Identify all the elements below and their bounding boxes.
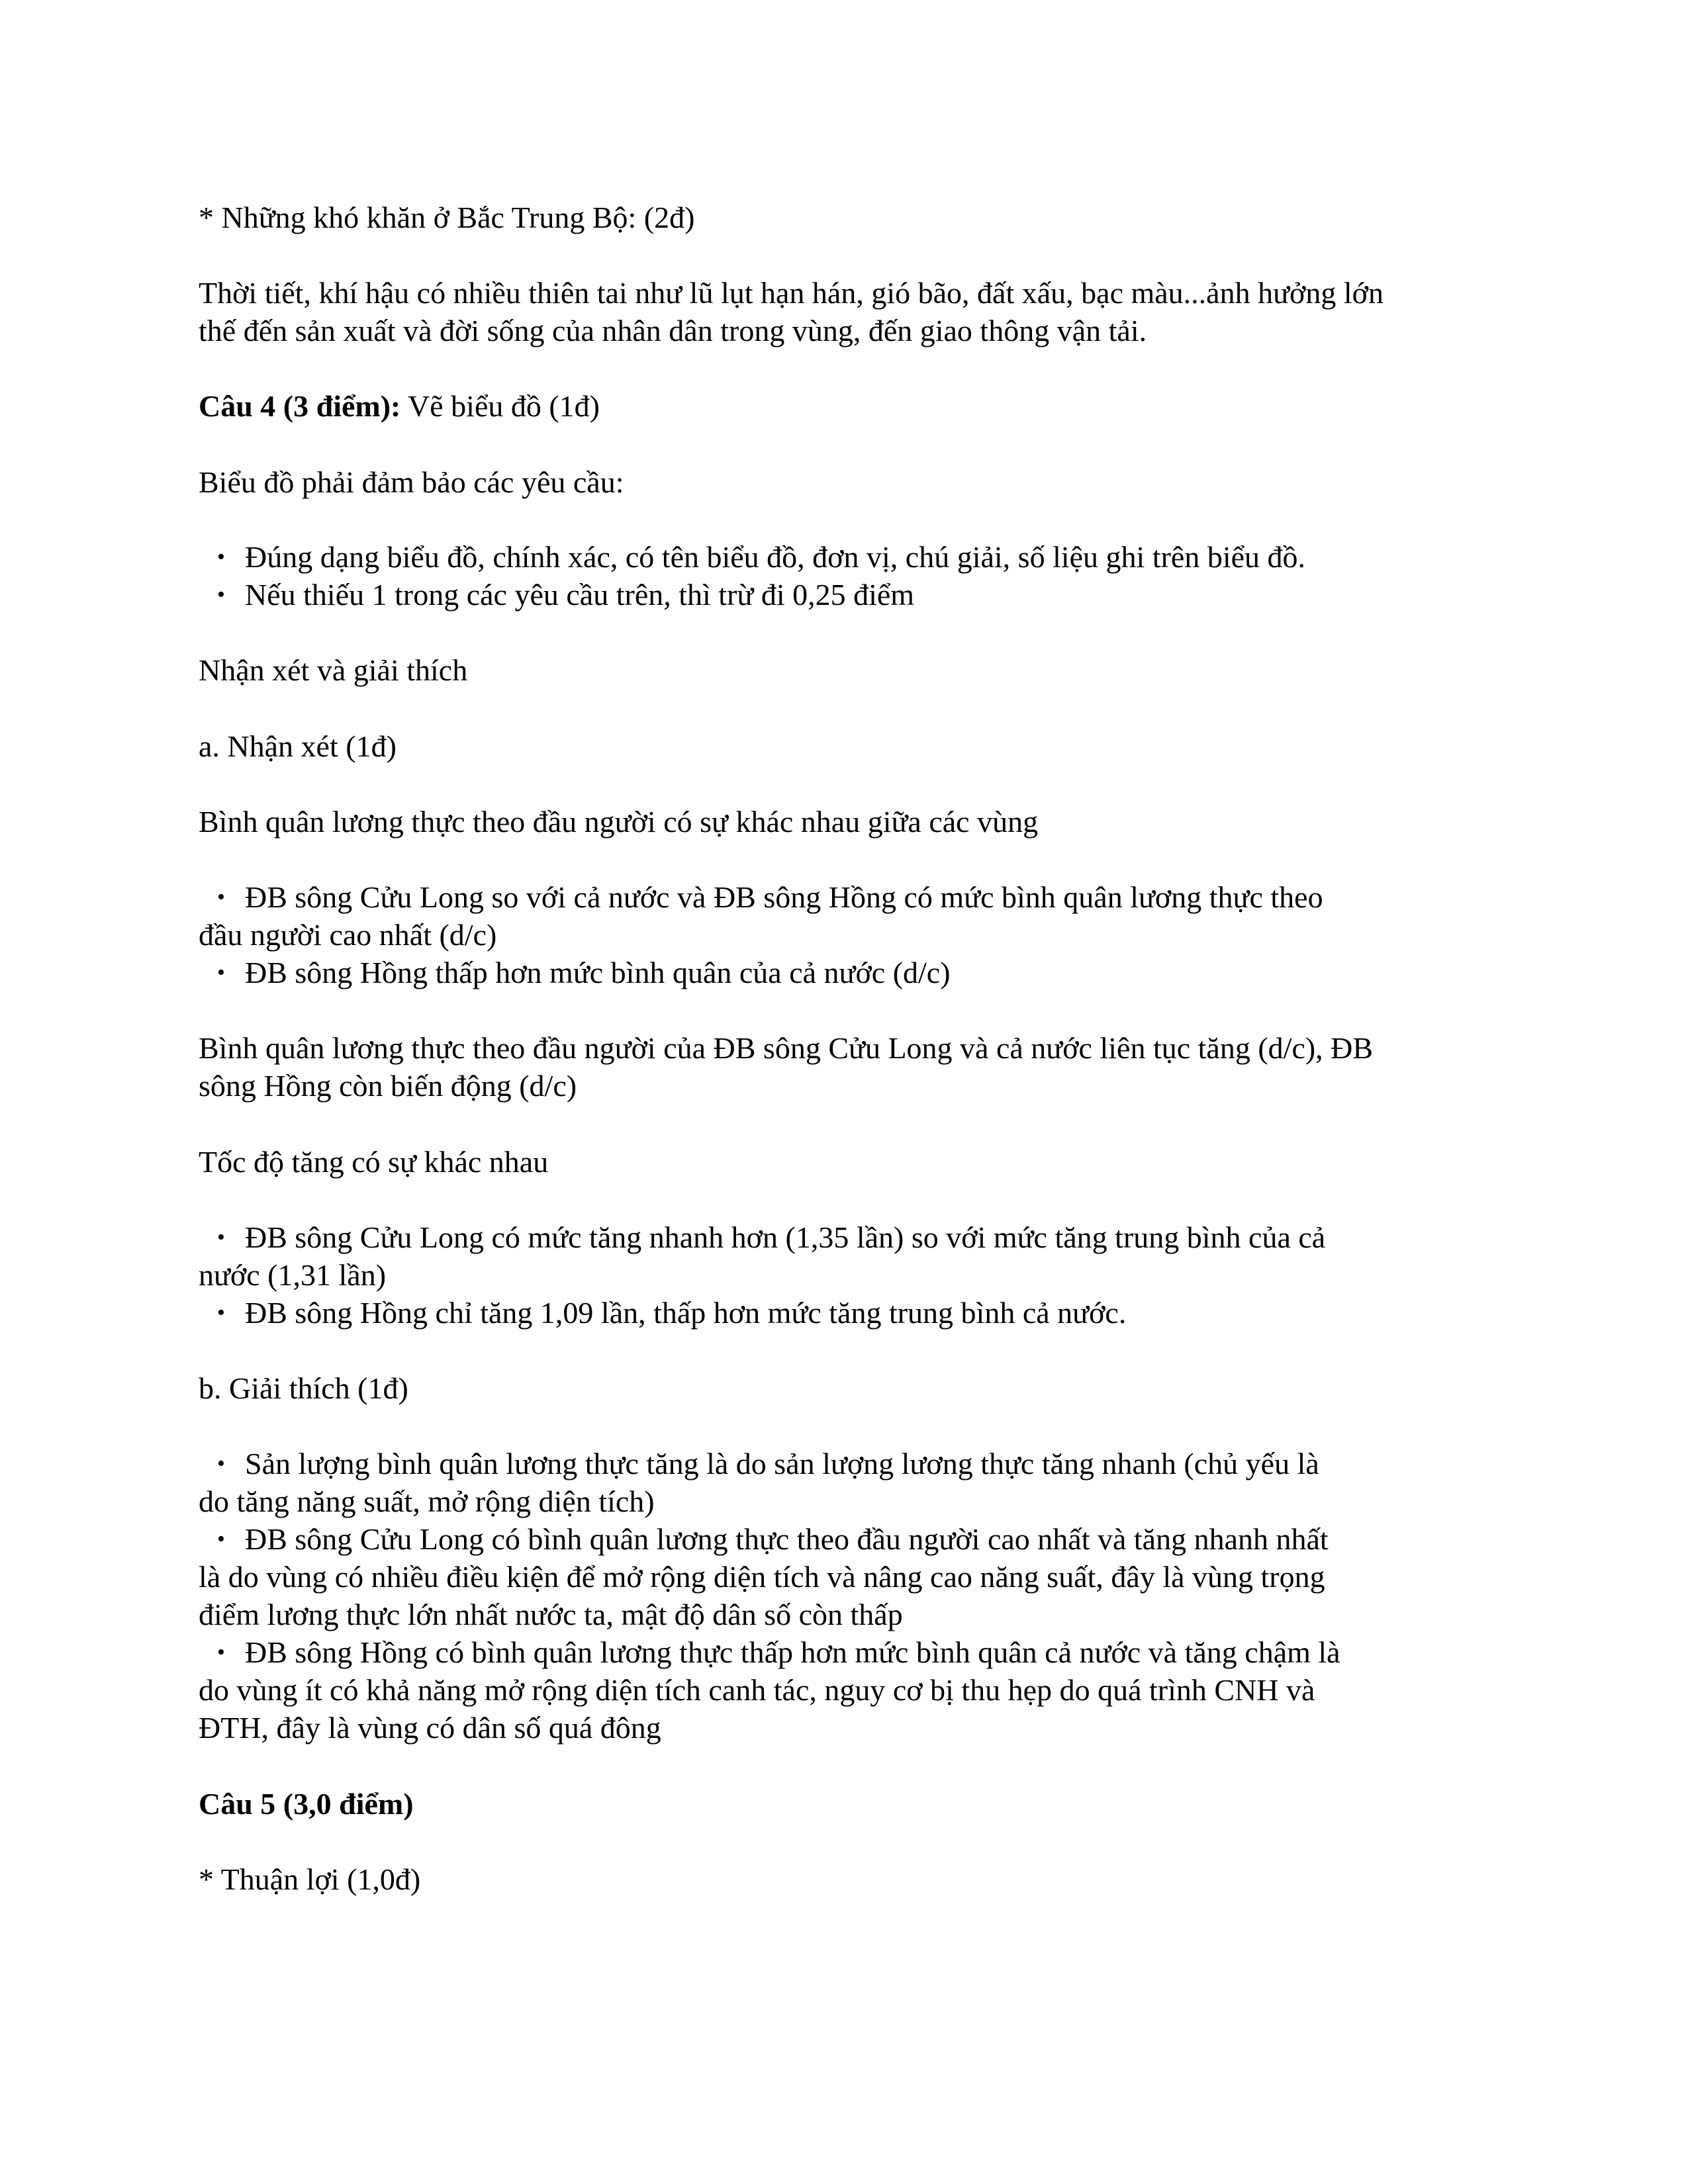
list-item	[199, 1633, 1463, 1747]
subheading-b: b. Giải thích (1đ)	[199, 1371, 408, 1405]
list-item-line: ĐB sông Hồng chỉ tăng 1,09 lần, thấp hơn mức tăng trung bình cả nước.	[245, 1296, 1127, 1330]
list-item	[199, 878, 1463, 954]
paragraph-trend	[199, 1029, 1373, 1105]
paragraph-growth-rate: Tốc độ tăng có sự khác nhau	[199, 1145, 549, 1179]
list-item-line: Đúng dạng biểu đồ, chính xác, có tên biểu đồ, đơn vị, chú giải, số liệu ghi trên biểu đồ.	[245, 540, 1306, 574]
question-4-heading	[199, 387, 600, 425]
list-item	[217, 1294, 1463, 1332]
question-5-heading: Câu 5 (3,0 điểm)	[199, 1787, 414, 1821]
paragraph-climate	[199, 274, 1383, 349]
list-item-line: ĐTH, đây là vùng có dân số quá đông	[199, 1711, 661, 1745]
bullet-icon: •	[217, 545, 225, 569]
paragraph-line: Thời tiết, khí hậu có nhiều thiên tai như lũ lụt hạn hán, gió bão, đất xấu, bạc màu...ảnh hưởng lớn	[199, 276, 1383, 310]
list-item	[217, 954, 1463, 991]
list-item-line: ĐB sông Hồng thấp hơn mức bình quân của cả nước (d/c)	[245, 956, 951, 989]
paragraph-line: thế đến sản xuất và đời sống của nhân dân trong vùng, đến giao thông vận tải.	[199, 314, 1147, 347]
bullet-icon: •	[217, 582, 225, 607]
paragraph-requirements: Biểu đồ phải đảm bảo các yêu cầu:	[199, 465, 624, 499]
paragraph-average: Bình quân lương thực theo đầu người có sự khác nhau giữa các vùng	[199, 805, 1039, 839]
section-difficulties-heading: * Những khó khăn ở Bắc Trung Bộ: (2đ)	[199, 201, 695, 234]
list-item	[217, 576, 1463, 614]
bullet-icon: •	[217, 1300, 225, 1325]
paragraph-comment-explain: Nhận xét và giải thích	[199, 653, 468, 687]
list-item	[199, 1445, 1463, 1520]
list-item-line: ĐB sông Cửu Long so với cả nước và ĐB sông Hồng có mức bình quân lương thực theo	[245, 880, 1323, 914]
list-item	[199, 1218, 1463, 1294]
list-item-line: ĐB sông Cửu Long có bình quân lương thực theo đầu người cao nhất và tăng nhanh nhất	[245, 1522, 1329, 1556]
bullet-icon: •	[217, 1451, 225, 1476]
question-4-label: Câu 4 (3 điểm):	[199, 389, 401, 423]
list-item	[217, 538, 1463, 576]
bullet-icon: •	[217, 885, 225, 909]
list-item-line: ĐB sông Hồng có bình quân lương thực thấp hơn mức bình quân cả nước và tăng chậm là	[245, 1635, 1340, 1669]
list-item-line: ĐB sông Cửu Long có mức tăng nhanh hơn (1,35 lần) so với mức tăng trung bình của cả	[245, 1220, 1326, 1254]
list-item	[199, 1520, 1463, 1633]
question-4-task: Vẽ biểu đồ (1đ)	[400, 389, 600, 423]
list-item-line: đầu người cao nhất (d/c)	[199, 918, 497, 952]
bullet-icon: •	[217, 1225, 225, 1250]
section-advantages-heading: * Thuận lợi (1,0đ)	[199, 1862, 421, 1896]
list-item-line: điểm lương thực lớn nhất nước ta, mật độ dân số còn thấp	[199, 1598, 903, 1631]
paragraph-line: sông Hồng còn biến động (d/c)	[199, 1069, 577, 1103]
list-item-line: do vùng ít có khả năng mở rộng diện tích canh tác, nguy cơ bị thu hẹp do quá trình CNH và	[199, 1673, 1315, 1707]
bullet-icon: •	[217, 1640, 225, 1664]
list-item-line: là do vùng có nhiều điều kiện để mở rộng diện tích và nâng cao năng suất, đây là vùng trọng	[199, 1560, 1325, 1594]
subheading-a: a. Nhận xét (1đ)	[199, 729, 397, 763]
list-item-line: do tăng năng suất, mở rộng diện tích)	[199, 1484, 655, 1518]
list-item-line: nước (1,31 lần)	[199, 1258, 387, 1292]
bullet-icon: •	[217, 1527, 225, 1551]
document-page	[199, 0, 1489, 2184]
paragraph-line: Bình quân lương thực theo đầu người của ĐB sông Cửu Long và cả nước liên tục tăng (d/c), ĐB	[199, 1031, 1374, 1065]
list-item-line: Nếu thiếu 1 trong các yêu cầu trên, thì trừ đi 0,25 điểm	[245, 578, 915, 612]
bullet-icon: •	[217, 960, 225, 985]
list-item-line: Sản lượng bình quân lương thực tăng là do sản lượng lương thực tăng nhanh (chủ yếu là	[245, 1447, 1319, 1480]
